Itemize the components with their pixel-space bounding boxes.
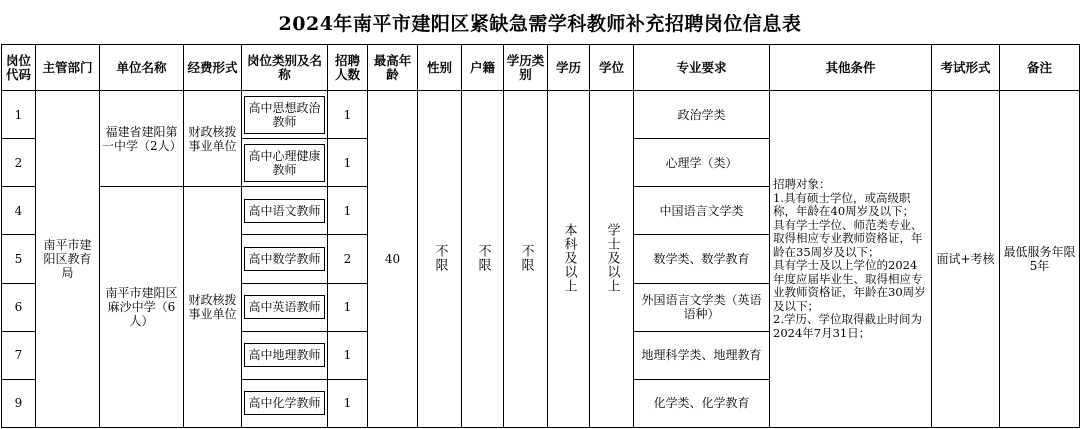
gender-cell	[418, 91, 462, 428]
header-code: 岗位代码	[2, 45, 36, 91]
position-cell	[242, 379, 328, 427]
unit-name-cell: 南平市建阳区麻沙中学（6人）	[100, 187, 184, 428]
funding-cell: 财政核拨事业单位	[184, 91, 242, 187]
major-cell: 数学类、数学教育	[634, 235, 770, 283]
position-label: 高中心理健康教师	[244, 144, 325, 182]
position-label: 高中数学教师	[244, 247, 324, 271]
funding-cell: 财政核拨事业单位	[184, 187, 242, 428]
edu-type-value: 不限	[518, 243, 534, 272]
row-code: 2	[2, 139, 36, 187]
gender-value: 不限	[432, 243, 448, 272]
max-age-cell: 40	[368, 91, 418, 428]
major-cell: 外国语言文学类（英语语种）	[634, 283, 770, 331]
major-cell: 地理科学类、地理教育	[634, 331, 770, 379]
household-cell	[462, 91, 504, 428]
row-code: 5	[2, 235, 36, 283]
position-cell	[242, 139, 328, 187]
department-cell: 南平市建阳区教育局	[36, 91, 100, 428]
header-other: 其他条件	[770, 45, 932, 91]
remark-cell: 最低服务年限5年	[1000, 91, 1080, 428]
education-cell	[548, 91, 590, 428]
page-title: 2024年南平市建阳区紧缺急需学科教师补充招聘岗位信息表	[278, 12, 802, 35]
count-cell: 1	[328, 139, 368, 187]
header-degree: 学位	[590, 45, 634, 91]
header-position: 岗位类别及名称	[242, 45, 328, 91]
edu-type-cell	[504, 91, 548, 428]
position-cell	[242, 235, 328, 283]
major-cell: 中国语言文学类	[634, 187, 770, 235]
position-cell	[242, 187, 328, 235]
position-label: 高中语文教师	[244, 199, 324, 223]
position-table	[1, 44, 1080, 428]
header-edu-type: 学历类别	[504, 45, 548, 91]
header-major: 专业要求	[634, 45, 770, 91]
header-exam: 考试形式	[932, 45, 1000, 91]
major-cell: 心理学（类）	[634, 139, 770, 187]
degree-value: 学士及以上	[604, 222, 620, 293]
unit-name-cell: 福建省建阳第一中学（2人）	[100, 91, 184, 187]
header-gender: 性别	[418, 45, 462, 91]
header-funding: 经费形式	[184, 45, 242, 91]
row-code: 1	[2, 91, 36, 139]
count-cell: 1	[328, 283, 368, 331]
degree-cell	[590, 91, 634, 428]
position-cell	[242, 283, 328, 331]
position-cell	[242, 331, 328, 379]
position-cell	[242, 91, 328, 139]
position-label: 高中思想政治教师	[244, 96, 325, 134]
count-cell: 2	[328, 235, 368, 283]
header-remark: 备注	[1000, 45, 1080, 91]
row-code: 6	[2, 283, 36, 331]
count-cell: 1	[328, 91, 368, 139]
header-household: 户籍	[462, 45, 504, 91]
header-max-age: 最高年龄	[368, 45, 418, 91]
position-label: 高中化学教师	[244, 391, 324, 415]
row-code: 4	[2, 187, 36, 235]
count-cell: 1	[328, 187, 368, 235]
count-cell: 1	[328, 379, 368, 427]
table-row	[2, 91, 1080, 139]
education-value: 本科及以上	[561, 222, 577, 293]
exam-form-cell: 面试+考核	[932, 91, 1000, 428]
header-unit: 单位名称	[100, 45, 184, 91]
header-department: 主管部门	[36, 45, 100, 91]
major-cell: 化学类、化学教育	[634, 379, 770, 427]
row-code: 7	[2, 331, 36, 379]
header-education: 学历	[548, 45, 590, 91]
major-cell: 政治学类	[634, 91, 770, 139]
row-code: 9	[2, 379, 36, 427]
position-label: 高中地理教师	[244, 343, 324, 367]
header-count: 招聘人数	[328, 45, 368, 91]
count-cell: 1	[328, 331, 368, 379]
household-value: 不限	[475, 243, 491, 272]
header-row	[2, 45, 1080, 91]
other-conditions-cell: 招聘对象： 1.具有硕士学位，或高级职称，年龄在40周岁及以下； 具有学士学位、师范类专业、取得相应专业教师资格证，年龄在35周岁及以下； 具有学士及以上学位的2024年度应届毕业生、取得相应专业教师资格证，年龄在30周岁及以下； 2.学历、学位取得截止时间为2024年7月31日；	[770, 91, 932, 428]
position-label: 高中英语教师	[244, 295, 324, 319]
